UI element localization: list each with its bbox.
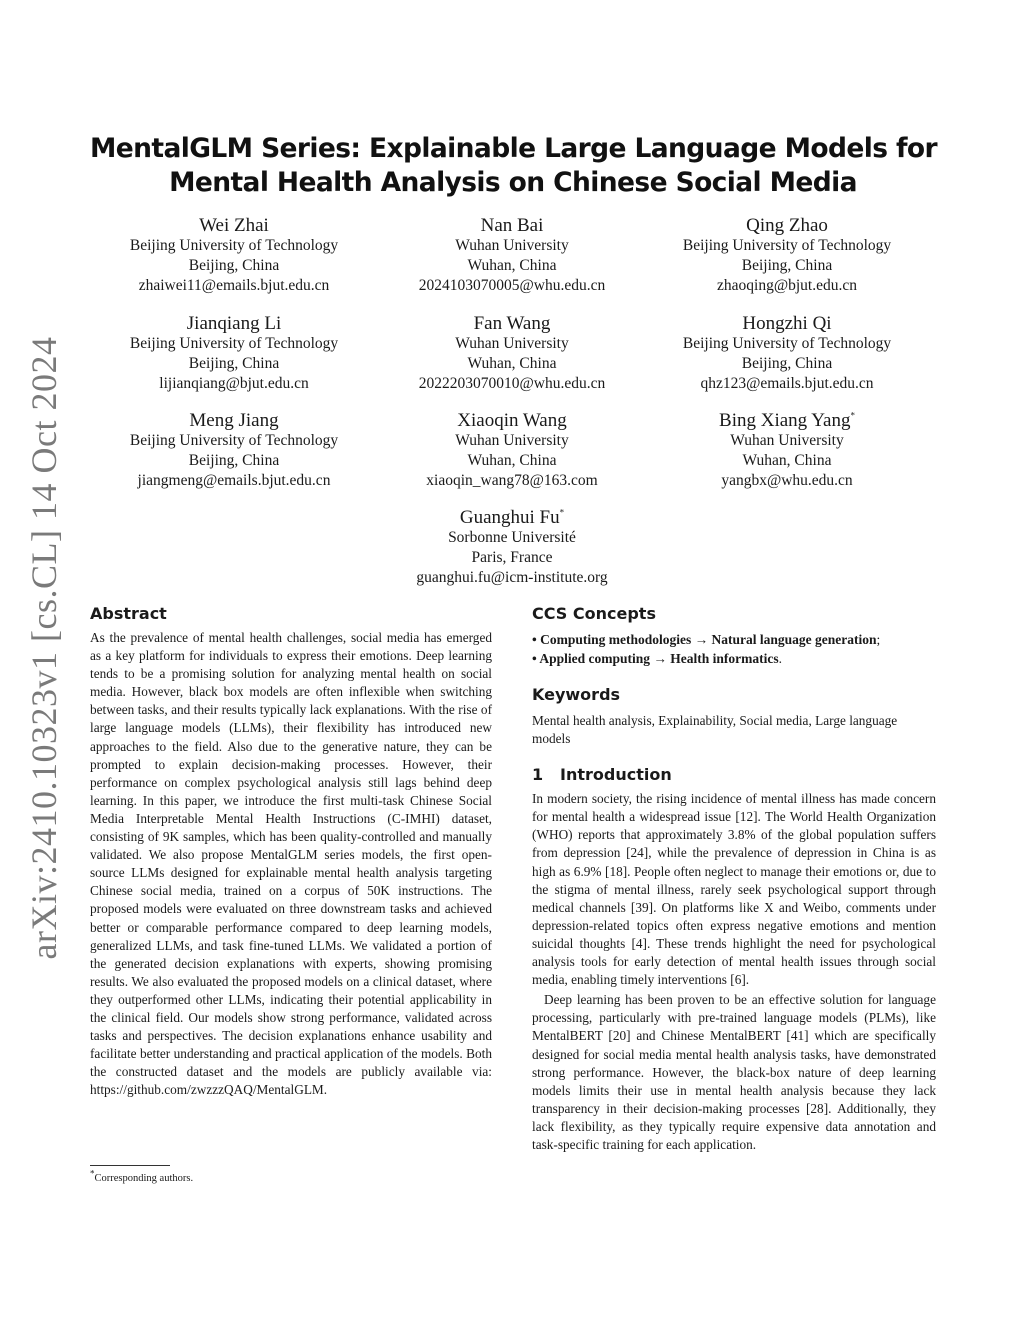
author-block (362, 409, 662, 491)
ccs-item (532, 650, 936, 669)
paper-title (90, 132, 936, 200)
author-affiliation: Beijing University of Technology (682, 237, 892, 254)
author-block (637, 312, 937, 394)
author-block (637, 409, 937, 491)
ccs-bullet: • (532, 650, 537, 666)
ccs-category: Computing methodologies (540, 632, 692, 647)
author-name: Jianqiang Li (186, 313, 282, 334)
author-email: guanghui.fu@icm-institute.org (416, 569, 608, 586)
author-name (637, 409, 937, 433)
author-name-text: Guanghui Fu (459, 507, 560, 528)
author-location: Paris, France (471, 549, 553, 566)
corresponding-author-mark: * (850, 410, 855, 421)
footnote (90, 1168, 194, 1184)
title-line-2: Mental Health Analysis on Chinese Social Media (169, 167, 857, 198)
right-column (532, 603, 936, 1154)
introduction-paragraph: Deep learning has been proven to be an effective solution for language processing, particularly with pre-trained language models (PLMs), like MentalBERT [20] and Chinese MentalBERT [41] which are specifically designed for social media mental health analysis tasks, have demonstrated strong performance. However, the black-box nature of deep learning models limits their use in mental health analysis because they lack transparency in their decision-making processes [28]. Additionally, they lack flexibility, as they typically require expensive data annotation and task-specific training for each application. (532, 992, 936, 1152)
title-line-1: MentalGLM Series: Explainable Large Language Models for (90, 133, 937, 164)
abstract-text: As the prevalence of mental health challenges, social media has emerged as a key platform for individuals to express their emotions. Deep learning tends to be a promising solution for analyzing mental health on social media. However, black box models are often inflexible when switching between tasks, and their results typically lack explanations. With the rise of large language models (LLMs), their flexibility has introduced new approaches to the field. Also due to the generative nature, they can be prompted to explain decision-making processes. However, their performance on complex psychological analysis still lags behind deep learning. In this paper, we introduce the first multi-task Chinese Social Media Interpretable Mental Health Instructions (C-IMHI) dataset, consisting of 9K samples, which has been quality-controlled and manually validated. We also propose MentalGLM series models, the first open-source LLMs designed for explainable mental health analysis targeting Chinese social media, trained on a corpus of 50K instructions. The proposed models were evaluated on three downstream tasks and achieved better or comparable performance compared to deep learning models, generalized LLMs, and task fine-tuned LLMs. We validated a portion of the generated decision explanations with experts, showing promising results. We also evaluated the proposed models on a clinical dataset, where they outperformed other LLMs, indicating their potential applicability in the clinical field. Our models show strong performance, validated across tasks and perspectives. The decision explanations enhance usability and facilitate better understanding and practical application of the models. Both the constructed dataset and the models are publicly available via: https://github.com/zwzzzQAQ/MentalGLM. (90, 630, 492, 1098)
ccs-subcategory: Natural language generation (711, 632, 877, 647)
author-block (637, 214, 937, 296)
author-location: Wuhan, China (467, 355, 557, 372)
corresponding-author-mark: * (559, 507, 565, 518)
ccs-punct: ; (876, 632, 881, 647)
author-name: Meng Jiang (189, 410, 279, 431)
author-email: lijianqiang@bjut.edu.cn (159, 375, 309, 392)
keywords-heading: Keywords (532, 685, 621, 704)
author-location: Beijing, China (188, 452, 280, 469)
left-column (90, 603, 492, 1099)
author-location: Wuhan, China (742, 452, 832, 469)
author-block (362, 312, 662, 394)
author-block (84, 312, 384, 394)
author-affiliation: Beijing University of Technology (682, 335, 892, 352)
author-name: Hongzhi Qi (742, 313, 832, 334)
author-affiliation: Beijing University of Technology (129, 432, 339, 449)
author-name: Qing Zhao (746, 215, 828, 236)
section-title: Introduction (560, 765, 672, 785)
author-affiliation: Wuhan University (455, 335, 569, 352)
author-block (84, 214, 384, 296)
author-affiliation: Wuhan University (455, 237, 569, 254)
ccs-arrow: → (653, 650, 667, 666)
author-location: Beijing, China (741, 355, 833, 372)
keywords-text: Mental health analysis, Explainability, Social media, Large language models (532, 713, 898, 747)
author-email: yangbx@whu.edu.cn (721, 472, 853, 489)
author-email: zhaiwei11@emails.bjut.edu.cn (138, 277, 330, 294)
author-affiliation: Wuhan University (455, 432, 569, 449)
author-name: Nan Bai (480, 215, 544, 236)
introduction-paragraph: In modern society, the rising incidence of mental illness has made concern for mental health a widespread issue [12]. The World Health Organization (WHO) reports that approximately 3.8% of the global population suffers from depression [24], while the prevalence of depression in China is as high as 6.9% [18]. People often neglect to manage their emotions or, due to the stigma of mental illness, rarely seek psychological support through medical channels [39]. On platforms like X and Weibo, comments under depression-related topics often express negative emotions and mention suicidal thoughts [4]. These trends highlight the need for psychological analysis tools for early detection of mental health issues through social media, enabling timely interventions [6]. (532, 791, 936, 988)
author-block (84, 409, 384, 491)
author-name (362, 506, 662, 530)
arxiv-identifier (0, 0, 64, 960)
abstract-heading: Abstract (90, 604, 167, 623)
author-affiliation: Wuhan University (730, 432, 844, 449)
author-email: xiaoqin_wang78@163.com (426, 472, 598, 489)
author-name: Xiaoqin Wang (457, 410, 567, 431)
author-location: Wuhan, China (467, 257, 557, 274)
author-affiliation: Beijing University of Technology (129, 335, 339, 352)
author-email: 2024103070005@whu.edu.cn (418, 277, 606, 294)
author-name: Wei Zhai (199, 215, 269, 236)
footnote-text: Corresponding authors. (94, 1173, 194, 1184)
footnote-mark: * (90, 1168, 95, 1179)
section-number: 1 (532, 765, 544, 785)
author-location: Wuhan, China (467, 452, 557, 469)
ccs-item (532, 631, 936, 650)
author-email: zhaoqing@bjut.edu.cn (717, 277, 857, 294)
author-location: Beijing, China (188, 355, 280, 372)
author-location: Beijing, China (741, 257, 833, 274)
arxiv-identifier-text: arXiv:2410.10323v1 [cs.CL] 14 Oct 2024 (24, 336, 64, 960)
author-email: jiangmeng@emails.bjut.edu.cn (137, 472, 331, 489)
ccs-arrow: → (694, 632, 709, 647)
footnote-rule (90, 1165, 170, 1166)
author-email: 2022203070010@whu.edu.cn (418, 375, 606, 392)
ccs-list (532, 631, 936, 668)
ccs-subcategory: Health informatics (670, 650, 779, 666)
author-location: Beijing, China (188, 257, 280, 274)
author-affiliation: Sorbonne Université (448, 529, 576, 546)
author-name: Fan Wang (473, 313, 551, 334)
ccs-punct: . (778, 650, 783, 666)
author-email: qhz123@emails.bjut.edu.cn (700, 375, 874, 392)
author-name-text: Bing Xiang Yang (719, 410, 851, 431)
ccs-heading: CCS Concepts (532, 604, 656, 623)
author-affiliation: Beijing University of Technology (129, 237, 339, 254)
author-block (362, 214, 662, 296)
author-block (362, 506, 662, 588)
introduction-heading (532, 764, 936, 786)
ccs-category: Applied computing (539, 650, 651, 666)
ccs-bullet: • (532, 632, 537, 647)
